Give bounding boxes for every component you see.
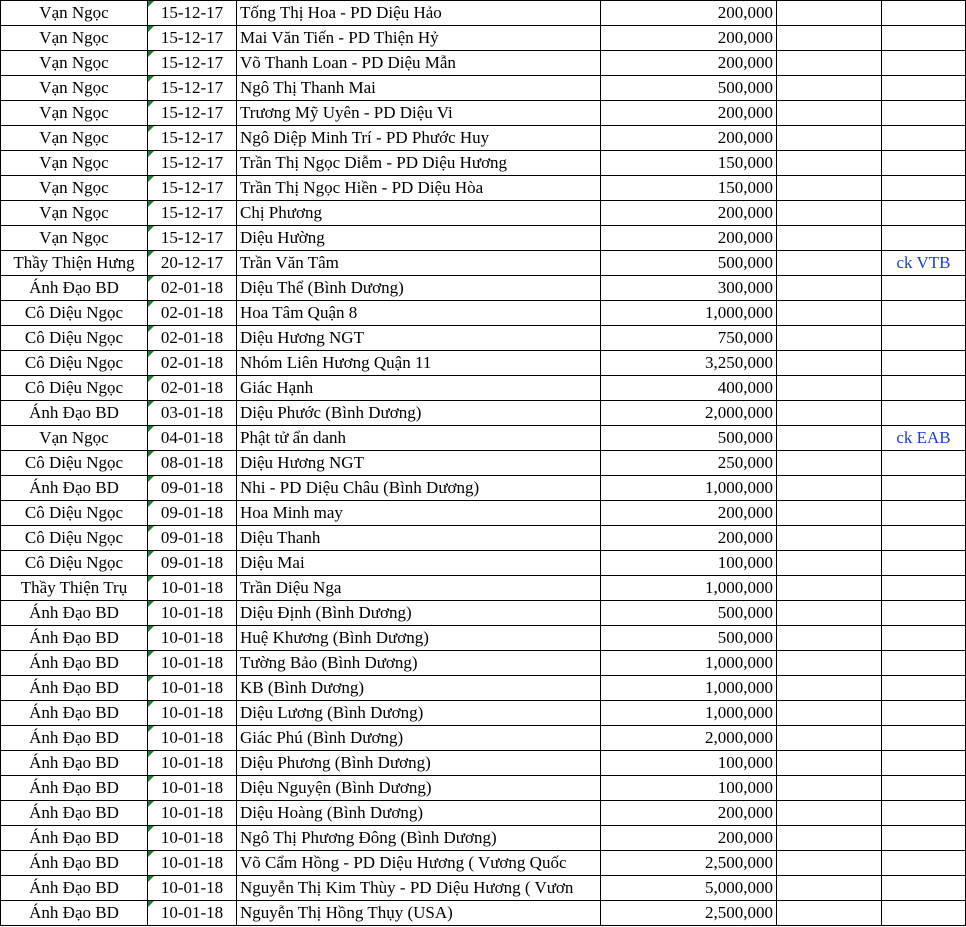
- cell-empty[interactable]: [777, 651, 882, 676]
- cell-note[interactable]: [882, 176, 966, 201]
- cell-donor[interactable]: Tống Thị Hoa - PD Diệu Hảo: [237, 1, 601, 26]
- cell-source[interactable]: Cô Diệu Ngọc: [1, 301, 148, 326]
- cell-note[interactable]: [882, 676, 966, 701]
- cell-donor[interactable]: Diệu Phương (Bình Dương): [237, 751, 601, 776]
- cell-amount[interactable]: 2,000,000: [601, 726, 777, 751]
- cell-empty[interactable]: [777, 101, 882, 126]
- cell-empty[interactable]: [777, 351, 882, 376]
- cell-note[interactable]: ck VTB: [882, 251, 966, 276]
- cell-note[interactable]: [882, 776, 966, 801]
- cell-amount[interactable]: 200,000: [601, 801, 777, 826]
- cell-empty[interactable]: [777, 851, 882, 876]
- table-row: [1, 826, 966, 851]
- cell-donor[interactable]: Nhi - PD Diệu Châu (Bình Dương): [237, 476, 601, 501]
- cell-donor[interactable]: KB (Bình Dương): [237, 676, 601, 701]
- cell-amount[interactable]: 750,000: [601, 326, 777, 351]
- cell-note[interactable]: [882, 26, 966, 51]
- cell-empty[interactable]: [777, 376, 882, 401]
- cell-empty[interactable]: [777, 76, 882, 101]
- cell-donor[interactable]: Giác Phú (Bình Dương): [237, 726, 601, 751]
- cell-donor[interactable]: Diệu Hường: [237, 226, 601, 251]
- cell-empty[interactable]: [777, 501, 882, 526]
- cell-date[interactable]: 09-01-18: [148, 551, 237, 576]
- cell-note[interactable]: [882, 626, 966, 651]
- cell-source[interactable]: Ánh Đạo BD: [1, 801, 148, 826]
- cell-date[interactable]: 10-01-18: [148, 576, 237, 601]
- cell-empty[interactable]: [777, 601, 882, 626]
- table-row: [1, 876, 966, 901]
- cell-note[interactable]: [882, 476, 966, 501]
- cell-note[interactable]: [882, 451, 966, 476]
- cell-date[interactable]: 10-01-18: [148, 651, 237, 676]
- table-row: [1, 751, 966, 776]
- cell-donor[interactable]: Diệu Định (Bình Dương): [237, 601, 601, 626]
- cell-note[interactable]: [882, 401, 966, 426]
- cell-source[interactable]: Ánh Đạo BD: [1, 901, 148, 926]
- cell-source[interactable]: Vạn Ngọc: [1, 126, 148, 151]
- cell-donor[interactable]: Diệu Thanh: [237, 526, 601, 551]
- cell-empty[interactable]: [777, 276, 882, 301]
- cell-date[interactable]: 15-12-17: [148, 26, 237, 51]
- cell-amount[interactable]: 200,000: [601, 126, 777, 151]
- cell-note[interactable]: [882, 51, 966, 76]
- cell-empty[interactable]: [777, 451, 882, 476]
- table-row: [1, 26, 966, 51]
- table-row: [1, 251, 966, 276]
- cell-source[interactable]: Thầy Thiện Trụ: [1, 576, 148, 601]
- cell-note[interactable]: [882, 276, 966, 301]
- cell-amount[interactable]: 500,000: [601, 76, 777, 101]
- cell-note[interactable]: [882, 901, 966, 926]
- cell-date[interactable]: 08-01-18: [148, 451, 237, 476]
- cell-source[interactable]: Vạn Ngọc: [1, 176, 148, 201]
- cell-amount[interactable]: 200,000: [601, 826, 777, 851]
- cell-amount[interactable]: 1,000,000: [601, 576, 777, 601]
- cell-note[interactable]: [882, 551, 966, 576]
- cell-donor[interactable]: Mai Văn Tiến - PD Thiện Hỷ: [237, 26, 601, 51]
- cell-source[interactable]: Ánh Đạo BD: [1, 776, 148, 801]
- table-row: [1, 426, 966, 451]
- cell-donor[interactable]: Phật tử ẩn danh: [237, 426, 601, 451]
- cell-date[interactable]: 02-01-18: [148, 301, 237, 326]
- cell-source[interactable]: Ánh Đạo BD: [1, 851, 148, 876]
- cell-donor[interactable]: Nguyễn Thị Hồng Thụy (USA): [237, 901, 601, 926]
- cell-source[interactable]: Ánh Đạo BD: [1, 751, 148, 776]
- cell-amount[interactable]: 5,000,000: [601, 876, 777, 901]
- cell-empty[interactable]: [777, 401, 882, 426]
- cell-donor[interactable]: Hoa Minh may: [237, 501, 601, 526]
- cell-amount[interactable]: 1,000,000: [601, 701, 777, 726]
- cell-note[interactable]: [882, 151, 966, 176]
- table-row: [1, 726, 966, 751]
- cell-amount[interactable]: 500,000: [601, 601, 777, 626]
- cell-date[interactable]: 02-01-18: [148, 326, 237, 351]
- cell-date[interactable]: 15-12-17: [148, 1, 237, 26]
- cell-donor[interactable]: Diệu Hoàng (Bình Dương): [237, 801, 601, 826]
- table-row: [1, 351, 966, 376]
- table-row: [1, 376, 966, 401]
- cell-source[interactable]: Ánh Đạo BD: [1, 401, 148, 426]
- cell-source[interactable]: Vạn Ngọc: [1, 226, 148, 251]
- cell-note[interactable]: [882, 601, 966, 626]
- cell-empty[interactable]: [777, 626, 882, 651]
- table-row: [1, 576, 966, 601]
- cell-donor[interactable]: Trần Văn Tâm: [237, 251, 601, 276]
- cell-donor[interactable]: Võ Cẩm Hồng - PD Diệu Hương ( Vương Quốc: [237, 851, 601, 876]
- table-row: [1, 276, 966, 301]
- table-row: [1, 451, 966, 476]
- cell-date[interactable]: 15-12-17: [148, 201, 237, 226]
- cell-date[interactable]: 10-01-18: [148, 601, 237, 626]
- cell-empty[interactable]: [777, 126, 882, 151]
- cell-date[interactable]: 15-12-17: [148, 76, 237, 101]
- cell-note[interactable]: [882, 101, 966, 126]
- table-row: [1, 201, 966, 226]
- cell-empty[interactable]: [777, 901, 882, 926]
- cell-donor[interactable]: Trần Thị Ngọc Hiền - PD Diệu Hòa: [237, 176, 601, 201]
- cell-empty[interactable]: [777, 326, 882, 351]
- cell-donor[interactable]: Ngô Thị Thanh Mai: [237, 76, 601, 101]
- cell-date[interactable]: 03-01-18: [148, 401, 237, 426]
- cell-empty[interactable]: [777, 476, 882, 501]
- cell-donor[interactable]: Trần Diệu Nga: [237, 576, 601, 601]
- cell-note[interactable]: [882, 126, 966, 151]
- cell-donor[interactable]: Hoa Tâm Quận 8: [237, 301, 601, 326]
- cell-date[interactable]: 09-01-18: [148, 501, 237, 526]
- cell-donor[interactable]: Tường Bảo (Bình Dương): [237, 651, 601, 676]
- cell-empty[interactable]: [777, 201, 882, 226]
- table-row: [1, 176, 966, 201]
- table-row: [1, 701, 966, 726]
- cell-source[interactable]: Cô Diệu Ngọc: [1, 551, 148, 576]
- cell-amount[interactable]: 100,000: [601, 776, 777, 801]
- cell-donor[interactable]: Diệu Hương NGT: [237, 326, 601, 351]
- cell-donor[interactable]: Ngô Diệp Minh Trí - PD Phước Huy: [237, 126, 601, 151]
- table-row: [1, 51, 966, 76]
- table-row: [1, 1, 966, 26]
- cell-note[interactable]: [882, 376, 966, 401]
- cell-amount[interactable]: 1,000,000: [601, 301, 777, 326]
- cell-date[interactable]: 15-12-17: [148, 101, 237, 126]
- cell-amount[interactable]: 300,000: [601, 276, 777, 301]
- cell-note[interactable]: [882, 201, 966, 226]
- cell-source[interactable]: Cô Diệu Ngọc: [1, 526, 148, 551]
- cell-amount[interactable]: 200,000: [601, 226, 777, 251]
- cell-amount[interactable]: 1,000,000: [601, 676, 777, 701]
- table-row: [1, 626, 966, 651]
- table-row: [1, 126, 966, 151]
- table-row: [1, 901, 966, 926]
- cell-empty[interactable]: [777, 251, 882, 276]
- cell-donor[interactable]: Ngô Thị Phương Đông (Bình Dương): [237, 826, 601, 851]
- cell-note[interactable]: [882, 1, 966, 26]
- cell-amount[interactable]: 500,000: [601, 426, 777, 451]
- cell-amount[interactable]: 1,000,000: [601, 476, 777, 501]
- table-row: [1, 676, 966, 701]
- table-row: [1, 301, 966, 326]
- cell-donor[interactable]: Nguyễn Thị Kim Thùy - PD Diệu Hương ( Vươn: [237, 876, 601, 901]
- cell-empty[interactable]: [777, 826, 882, 851]
- table-row: [1, 476, 966, 501]
- cell-amount[interactable]: 2,500,000: [601, 851, 777, 876]
- cell-date[interactable]: 02-01-18: [148, 376, 237, 401]
- cell-date[interactable]: 10-01-18: [148, 726, 237, 751]
- cell-empty[interactable]: [777, 751, 882, 776]
- cell-note[interactable]: [882, 526, 966, 551]
- table-row: [1, 76, 966, 101]
- cell-empty[interactable]: [777, 1, 882, 26]
- cell-source[interactable]: Ánh Đạo BD: [1, 676, 148, 701]
- cell-note[interactable]: [882, 351, 966, 376]
- cell-empty[interactable]: [777, 726, 882, 751]
- cell-date[interactable]: 20-12-17: [148, 251, 237, 276]
- cell-source[interactable]: Vạn Ngọc: [1, 426, 148, 451]
- cell-amount[interactable]: 150,000: [601, 176, 777, 201]
- cell-empty[interactable]: [777, 151, 882, 176]
- cell-donor[interactable]: Trần Thị Ngọc Diễm - PD Diệu Hương: [237, 151, 601, 176]
- cell-donor[interactable]: Diệu Nguyện (Bình Dương): [237, 776, 601, 801]
- cell-donor[interactable]: Chị Phương: [237, 201, 601, 226]
- cell-amount[interactable]: 150,000: [601, 151, 777, 176]
- cell-note[interactable]: [882, 701, 966, 726]
- cell-source[interactable]: Cô Diệu Ngọc: [1, 376, 148, 401]
- cell-source[interactable]: Ánh Đạo BD: [1, 626, 148, 651]
- cell-source[interactable]: Ánh Đạo BD: [1, 601, 148, 626]
- cell-source[interactable]: Ánh Đạo BD: [1, 876, 148, 901]
- cell-note[interactable]: [882, 851, 966, 876]
- table-row: [1, 801, 966, 826]
- cell-empty[interactable]: [777, 876, 882, 901]
- cell-source[interactable]: Ánh Đạo BD: [1, 726, 148, 751]
- cell-date[interactable]: 02-01-18: [148, 351, 237, 376]
- table-row: [1, 601, 966, 626]
- cell-note[interactable]: ck EAB: [882, 426, 966, 451]
- cell-source[interactable]: Vạn Ngọc: [1, 1, 148, 26]
- table-row: [1, 401, 966, 426]
- cell-date[interactable]: 10-01-18: [148, 851, 237, 876]
- cell-amount[interactable]: 1,000,000: [601, 651, 777, 676]
- cell-date[interactable]: 15-12-17: [148, 51, 237, 76]
- cell-empty[interactable]: [777, 576, 882, 601]
- cell-donor[interactable]: Võ Thanh Loan - PD Diệu Mẫn: [237, 51, 601, 76]
- cell-note[interactable]: [882, 226, 966, 251]
- cell-note[interactable]: [882, 826, 966, 851]
- cell-amount[interactable]: 100,000: [601, 551, 777, 576]
- cell-donor[interactable]: Diệu Hương NGT: [237, 451, 601, 476]
- cell-source[interactable]: Ánh Đạo BD: [1, 276, 148, 301]
- cell-source[interactable]: Cô Diệu Ngọc: [1, 351, 148, 376]
- cell-source[interactable]: Ánh Đạo BD: [1, 701, 148, 726]
- cell-empty[interactable]: [777, 26, 882, 51]
- cell-date[interactable]: 15-12-17: [148, 226, 237, 251]
- cell-amount[interactable]: 2,000,000: [601, 401, 777, 426]
- cell-donor[interactable]: Diệu Thể (Bình Dương): [237, 276, 601, 301]
- cell-donor[interactable]: Giác Hạnh: [237, 376, 601, 401]
- cell-amount[interactable]: 3,250,000: [601, 351, 777, 376]
- cell-date[interactable]: 15-12-17: [148, 151, 237, 176]
- cell-amount[interactable]: 2,500,000: [601, 901, 777, 926]
- cell-amount[interactable]: 500,000: [601, 251, 777, 276]
- cell-amount[interactable]: 400,000: [601, 376, 777, 401]
- cell-date[interactable]: 10-01-18: [148, 626, 237, 651]
- table-row: [1, 501, 966, 526]
- cell-amount[interactable]: 200,000: [601, 526, 777, 551]
- cell-source[interactable]: Ánh Đạo BD: [1, 826, 148, 851]
- table-body: [1, 1, 966, 926]
- cell-empty[interactable]: [777, 301, 882, 326]
- cell-note[interactable]: [882, 501, 966, 526]
- cell-source[interactable]: Vạn Ngọc: [1, 51, 148, 76]
- cell-date[interactable]: 04-01-18: [148, 426, 237, 451]
- cell-source[interactable]: Cô Diệu Ngọc: [1, 451, 148, 476]
- cell-note[interactable]: [882, 76, 966, 101]
- cell-source[interactable]: Ánh Đạo BD: [1, 651, 148, 676]
- table-row: [1, 776, 966, 801]
- cell-note[interactable]: [882, 801, 966, 826]
- cell-date[interactable]: 15-12-17: [148, 176, 237, 201]
- table-row: [1, 851, 966, 876]
- cell-source[interactable]: Cô Diệu Ngọc: [1, 326, 148, 351]
- cell-empty[interactable]: [777, 676, 882, 701]
- cell-donor[interactable]: Trương Mỹ Uyên - PD Diệu Vi: [237, 101, 601, 126]
- cell-donor[interactable]: Diệu Phước (Bình Dương): [237, 401, 601, 426]
- cell-source[interactable]: Ánh Đạo BD: [1, 476, 148, 501]
- cell-amount[interactable]: 200,000: [601, 201, 777, 226]
- cell-date[interactable]: 09-01-18: [148, 526, 237, 551]
- cell-empty[interactable]: [777, 526, 882, 551]
- cell-amount[interactable]: 200,000: [601, 51, 777, 76]
- table-row: [1, 651, 966, 676]
- cell-empty[interactable]: [777, 226, 882, 251]
- cell-source[interactable]: Vạn Ngọc: [1, 151, 148, 176]
- cell-amount[interactable]: 200,000: [601, 26, 777, 51]
- cell-date[interactable]: 10-01-18: [148, 676, 237, 701]
- cell-date[interactable]: 10-01-18: [148, 826, 237, 851]
- table-row: [1, 151, 966, 176]
- cell-date[interactable]: 10-01-18: [148, 776, 237, 801]
- cell-source[interactable]: Vạn Ngọc: [1, 201, 148, 226]
- cell-note[interactable]: [882, 876, 966, 901]
- cell-note[interactable]: [882, 326, 966, 351]
- cell-date[interactable]: 10-01-18: [148, 901, 237, 926]
- cell-source[interactable]: Thầy Thiện Hưng: [1, 251, 148, 276]
- cell-amount[interactable]: 100,000: [601, 751, 777, 776]
- cell-amount[interactable]: 200,000: [601, 1, 777, 26]
- cell-source[interactable]: Vạn Ngọc: [1, 101, 148, 126]
- cell-empty[interactable]: [777, 776, 882, 801]
- cell-amount[interactable]: 250,000: [601, 451, 777, 476]
- cell-empty[interactable]: [777, 551, 882, 576]
- cell-donor[interactable]: Huệ Khương (Bình Dương): [237, 626, 601, 651]
- cell-date[interactable]: 10-01-18: [148, 701, 237, 726]
- table-row: [1, 101, 966, 126]
- cell-date[interactable]: 10-01-18: [148, 801, 237, 826]
- cell-date[interactable]: 09-01-18: [148, 476, 237, 501]
- cell-donor[interactable]: Diệu Lương (Bình Dương): [237, 701, 601, 726]
- cell-date[interactable]: 10-01-18: [148, 751, 237, 776]
- cell-donor[interactable]: Diệu Mai: [237, 551, 601, 576]
- cell-note[interactable]: [882, 651, 966, 676]
- cell-source[interactable]: Vạn Ngọc: [1, 76, 148, 101]
- table-row: [1, 551, 966, 576]
- table-row: [1, 226, 966, 251]
- cell-empty[interactable]: [777, 701, 882, 726]
- cell-empty[interactable]: [777, 176, 882, 201]
- cell-empty[interactable]: [777, 426, 882, 451]
- cell-source[interactable]: Vạn Ngọc: [1, 26, 148, 51]
- cell-amount[interactable]: 500,000: [601, 626, 777, 651]
- cell-note[interactable]: [882, 301, 966, 326]
- cell-empty[interactable]: [777, 801, 882, 826]
- cell-amount[interactable]: 200,000: [601, 501, 777, 526]
- cell-note[interactable]: [882, 726, 966, 751]
- cell-date[interactable]: 15-12-17: [148, 126, 237, 151]
- cell-amount[interactable]: 200,000: [601, 101, 777, 126]
- cell-note[interactable]: [882, 576, 966, 601]
- table-row: [1, 526, 966, 551]
- cell-date[interactable]: 02-01-18: [148, 276, 237, 301]
- cell-date[interactable]: 10-01-18: [148, 876, 237, 901]
- cell-empty[interactable]: [777, 51, 882, 76]
- cell-source[interactable]: Cô Diệu Ngọc: [1, 501, 148, 526]
- cell-note[interactable]: [882, 751, 966, 776]
- cell-donor[interactable]: Nhóm Liên Hương Quận 11: [237, 351, 601, 376]
- table-row: [1, 326, 966, 351]
